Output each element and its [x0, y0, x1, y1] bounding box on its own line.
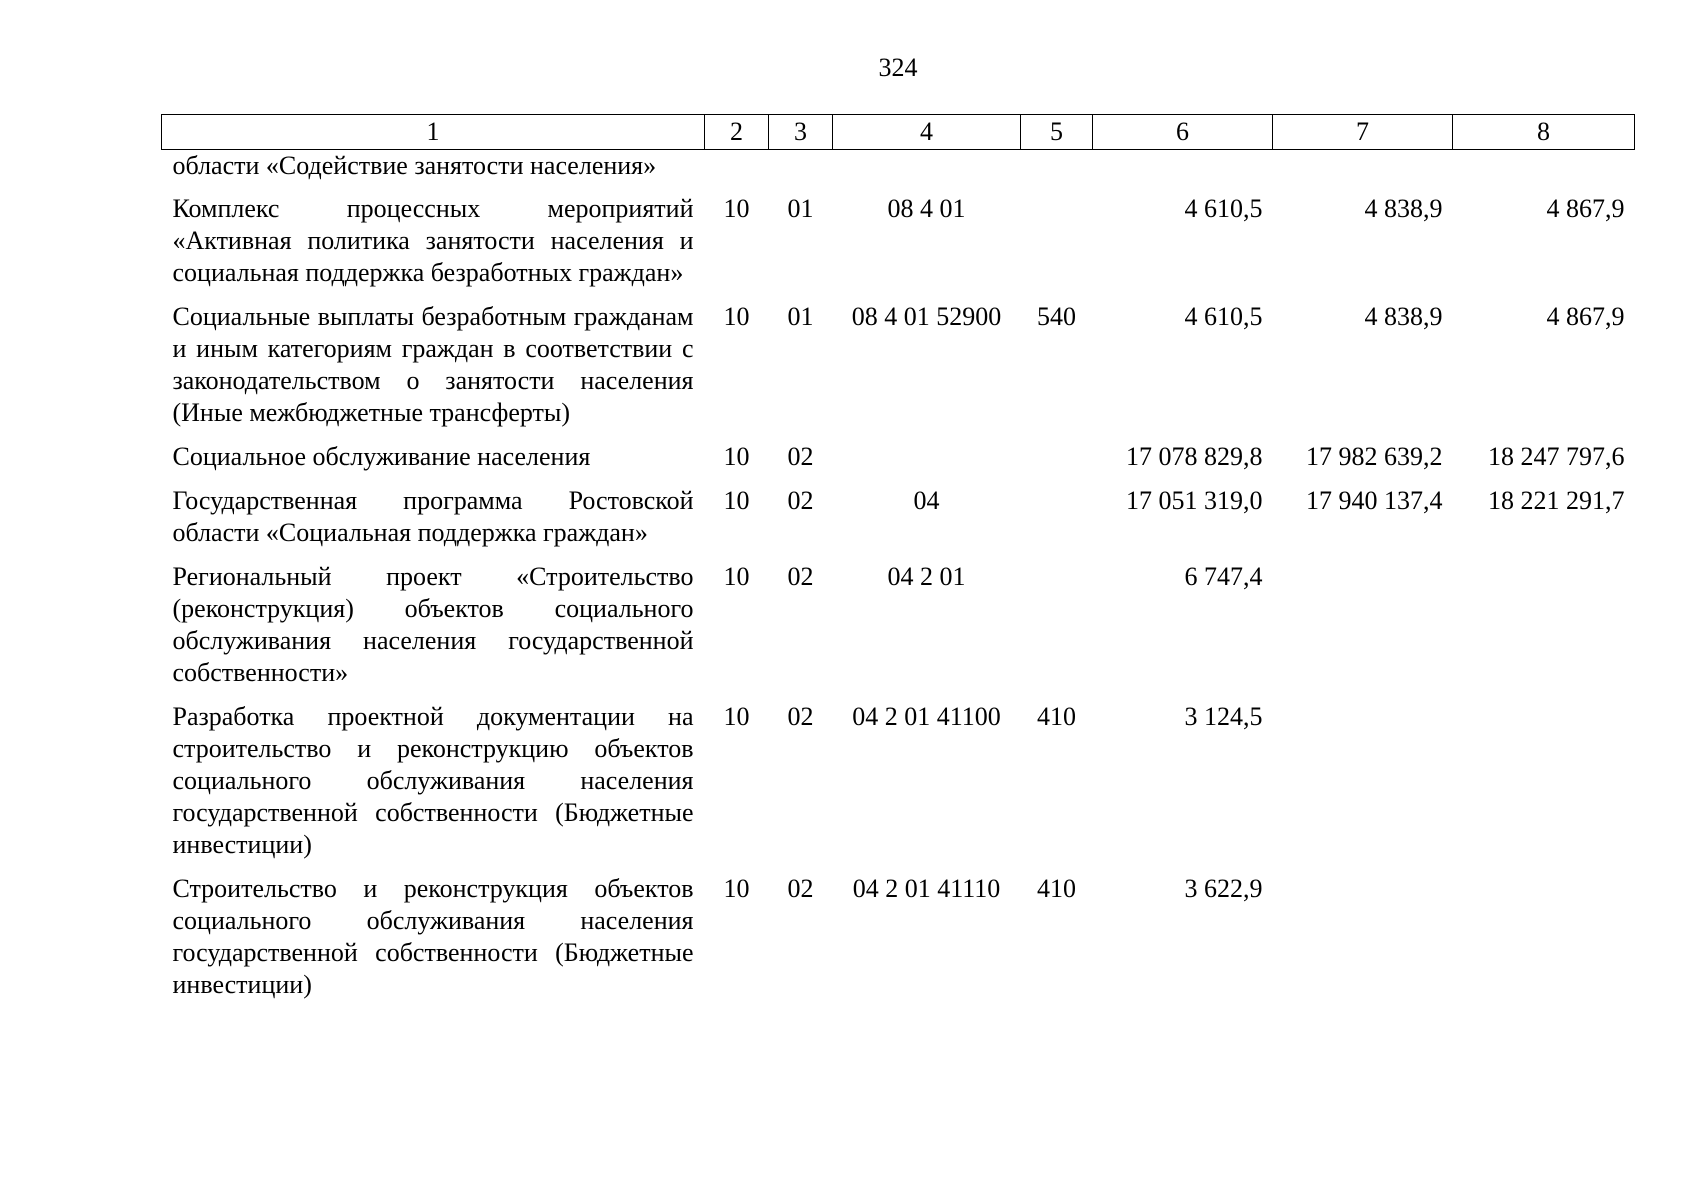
table-row — [162, 441, 1635, 485]
row-section: 10 — [723, 874, 750, 903]
table-body — [162, 150, 1635, 1014]
page-number: 324 — [878, 53, 918, 82]
row-value-col8: 4 867,9 — [1546, 302, 1625, 331]
row-expense-type: 410 — [1037, 874, 1076, 903]
row-name: Социальное обслуживание населения — [172, 442, 591, 471]
row-section: 10 — [723, 302, 750, 331]
row-name: Разработка проектной документации на строительство и реконструкцию объектов социального обслуживания населения государственной собственности (Бюджетные инвестиции) — [172, 702, 694, 859]
row-value-col7 — [1273, 701, 1453, 873]
row-value-col7: 17 982 639,2 — [1306, 442, 1443, 471]
row-section: 10 — [723, 562, 750, 591]
row-value-col6: 6 747,4 — [1184, 562, 1263, 591]
row-section: 10 — [723, 442, 750, 471]
row-target-code: 04 2 01 — [887, 562, 966, 591]
row-expense-type — [1021, 193, 1093, 301]
row-value-col6: 17 051 319,0 — [1126, 486, 1263, 515]
row-target-code — [833, 150, 1021, 194]
row-value-col6: 3 124,5 — [1184, 702, 1263, 731]
row-name: Социальные выплаты безработным гражданам и иным категориям граждан в соответствии с законодательством о занятости населения (Иные межбюджетные трансферты) — [172, 302, 694, 427]
table-row — [162, 485, 1635, 561]
row-name: Комплекс процессных мероприятий «Активная политика занятости населения и социальная поддержка безработных граждан» — [172, 194, 694, 287]
header-col-3: 3 — [769, 115, 833, 150]
row-subsection: 01 — [787, 194, 814, 223]
row-name: Региональный проект «Строительство (реконструкция) объектов социального обслуживания населения государственной собственности» — [172, 562, 694, 687]
row-subsection: 02 — [787, 874, 814, 903]
row-value-col6: 4 610,5 — [1184, 194, 1263, 223]
row-value-col6 — [1093, 150, 1273, 194]
table-row — [162, 701, 1635, 873]
header-col-5: 5 — [1021, 115, 1093, 150]
row-target-code — [833, 441, 1021, 485]
table-row — [162, 873, 1635, 1013]
table-row — [162, 561, 1635, 701]
header-col-6: 6 — [1093, 115, 1273, 150]
row-subsection: 02 — [787, 486, 814, 515]
row-name: Государственная программа Ростовской области «Социальная поддержка граждан» — [172, 486, 694, 547]
header-col-1: 1 — [162, 115, 705, 150]
row-target-code: 04 2 01 41100 — [852, 702, 1001, 731]
row-expense-type — [1021, 150, 1093, 194]
row-section: 10 — [723, 702, 750, 731]
row-target-code: 08 4 01 52900 — [851, 302, 1002, 331]
row-section: 10 — [723, 194, 750, 223]
row-name: области «Содействие занятости населения» — [172, 151, 657, 180]
row-value-col7 — [1273, 561, 1453, 701]
row-value-col8: 4 867,9 — [1546, 194, 1625, 223]
row-value-col7: 4 838,9 — [1364, 194, 1443, 223]
row-expense-type — [1021, 441, 1093, 485]
row-subsection: 02 — [787, 702, 814, 731]
row-subsection — [769, 150, 833, 194]
table-row — [162, 150, 1635, 194]
row-target-code: 04 — [913, 486, 940, 515]
row-value-col6: 3 622,9 — [1184, 874, 1263, 903]
row-section — [705, 150, 769, 194]
row-value-col7 — [1273, 873, 1453, 1013]
header-col-4: 4 — [833, 115, 1021, 150]
row-value-col8 — [1453, 561, 1635, 701]
row-value-col7: 17 940 137,4 — [1306, 486, 1443, 515]
row-expense-type: 540 — [1037, 302, 1076, 331]
row-value-col8: 18 221 291,7 — [1488, 486, 1625, 515]
row-subsection: 01 — [787, 302, 814, 331]
row-target-code: 08 4 01 — [887, 194, 966, 223]
row-value-col6: 4 610,5 — [1184, 302, 1263, 331]
header-row — [162, 115, 1635, 150]
header-col-7: 7 — [1273, 115, 1453, 150]
budget-table — [161, 114, 1635, 1013]
row-target-code: 04 2 01 41110 — [852, 874, 1001, 903]
table-header — [162, 115, 1635, 150]
row-value-col8 — [1453, 873, 1635, 1013]
row-value-col8: 18 247 797,6 — [1488, 442, 1625, 471]
row-name: Строительство и реконструкция объектов социального обслуживания населения государственной собственности (Бюджетные инвестиции) — [172, 874, 694, 999]
row-expense-type: 410 — [1037, 702, 1076, 731]
row-value-col8 — [1453, 701, 1635, 873]
row-subsection: 02 — [787, 562, 814, 591]
table-row — [162, 193, 1635, 301]
row-expense-type — [1021, 561, 1093, 701]
row-value-col8 — [1453, 150, 1635, 194]
row-value-col7: 4 838,9 — [1364, 302, 1443, 331]
row-subsection: 02 — [787, 442, 814, 471]
row-value-col6: 17 078 829,8 — [1126, 442, 1263, 471]
header-col-8: 8 — [1453, 115, 1635, 150]
header-col-2: 2 — [705, 115, 769, 150]
table-row — [162, 301, 1635, 441]
row-value-col7 — [1273, 150, 1453, 194]
row-section: 10 — [723, 486, 750, 515]
row-expense-type — [1021, 485, 1093, 561]
